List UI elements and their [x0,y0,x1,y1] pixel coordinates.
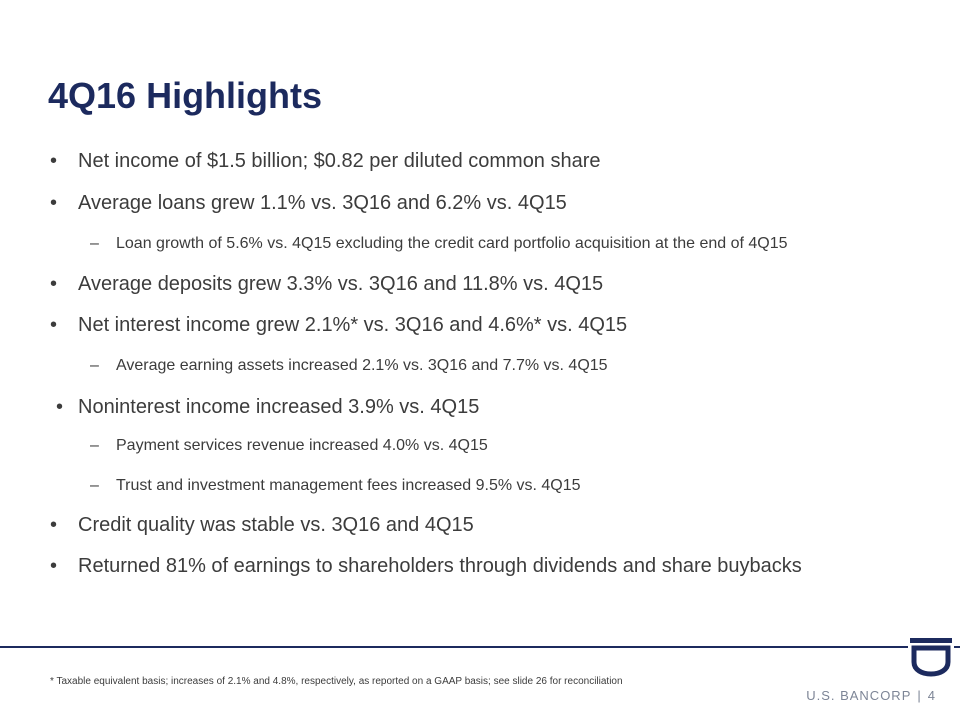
bullet-marker: • [56,396,64,418]
page-number: 4 [927,688,936,703]
shield-logo-icon [908,632,954,678]
bullet-text: Returned 81% of earnings to shareholders through dividends and share buybacks [78,555,802,577]
bullet-text: Credit quality was stable vs. 3Q16 and 4Q15 [78,514,474,536]
bullet-text: Net income of $1.5 billion; $0.82 per diluted common share [78,150,601,172]
bullet-marker: • [50,514,58,536]
sub-bullet-marker: – [90,235,99,252]
bullet-text: Average deposits grew 3.3% vs. 3Q16 and 11.8% vs. 4Q15 [78,273,604,295]
bullet-marker: • [50,192,58,214]
sub-bullet-text: Average earning assets increased 2.1% vs. 3Q16 and 7.7% vs. 4Q15 [116,357,608,374]
bullet-marker: • [50,150,58,172]
bullet-marker: • [50,555,58,577]
sub-bullet-text: Loan growth of 5.6% vs. 4Q15 excluding the credit card portfolio acquisition at the end of 4Q15 [116,235,788,252]
footer-brand [806,688,936,703]
footer-divider [0,646,960,648]
footnote: * Taxable equivalent basis; increases of 2.1% and 4.8%, respectively, as reported on a GAAP basis; see slide 26 for reconciliation [50,676,623,687]
bullet-marker: • [50,273,58,295]
brand-name: U.S. BANCORP [806,688,912,703]
sub-bullet-marker: – [90,437,99,454]
slide-title: 4Q16 Highlights [48,75,323,116]
bullet-text: Net interest income grew 2.1%* vs. 3Q16 and 4.6%* vs. 4Q15 [78,314,628,336]
sub-bullet-marker: – [90,357,99,374]
bullet-marker: • [50,314,58,336]
sub-bullet-marker: – [90,477,99,494]
sub-bullet-text: Payment services revenue increased 4.0% vs. 4Q15 [116,437,488,454]
sub-bullet-text: Trust and investment management fees increased 9.5% vs. 4Q15 [116,477,581,494]
bullet-text: Noninterest income increased 3.9% vs. 4Q15 [78,396,480,418]
brand-separator: | [917,688,922,703]
bullet-text: Average loans grew 1.1% vs. 3Q16 and 6.2% vs. 4Q15 [78,192,567,214]
